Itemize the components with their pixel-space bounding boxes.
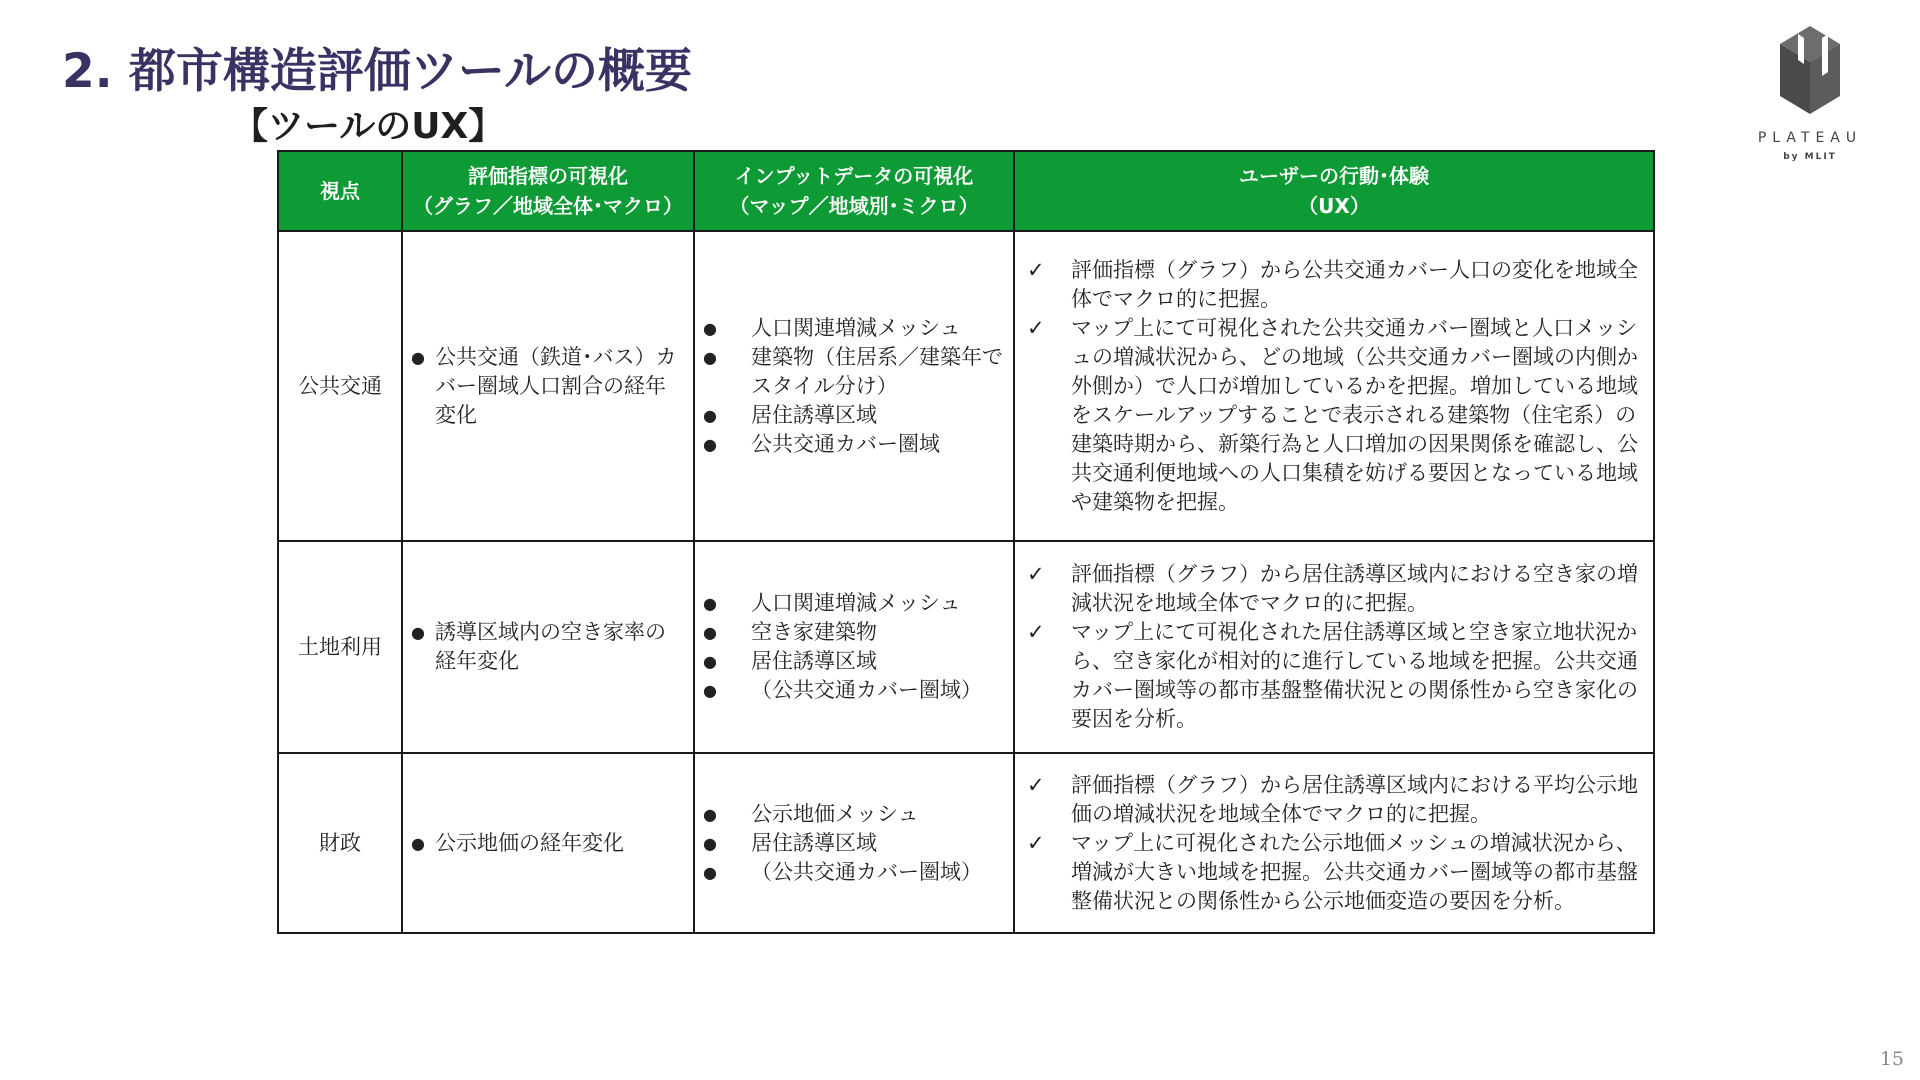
bullet-icon: ●	[703, 405, 717, 425]
ux-item	[1023, 560, 1645, 618]
plateau-logo	[1740, 14, 1880, 174]
ux-item-text: マップ上に可視化された公示地価メッシュの増減状況から、増減が大きい地域を把握。公共交通カバー圏域等の都市基盤整備状況との関係性から公示地価変造の要因を分析。	[1071, 830, 1638, 913]
header-input-label: インプットデータの可視化	[734, 164, 974, 188]
viewpoint-cell	[278, 231, 402, 541]
bullet-icon: ●	[703, 804, 717, 824]
indicator-item-text: 公共交通（鉄道･バス）カバー圏域人口割合の経年変化	[435, 344, 677, 427]
bullet-icon: ●	[703, 862, 717, 882]
check-icon: ✓	[1027, 620, 1045, 644]
page-number: 15	[1879, 1048, 1904, 1070]
viewpoint-cell	[278, 753, 402, 933]
input-item	[703, 314, 1005, 343]
input-item-text: 居住誘導区域	[751, 649, 877, 673]
table-row	[278, 541, 1654, 753]
check-icon: ✓	[1027, 562, 1045, 586]
ux-table	[277, 150, 1655, 934]
indicator-item	[411, 829, 685, 858]
input-item	[703, 676, 1005, 705]
bullet-icon: ●	[411, 347, 425, 367]
input-item	[703, 618, 1005, 647]
header-input-sublabel: （マップ／地域別･ミクロ）	[729, 194, 979, 218]
input-item	[703, 858, 1005, 887]
input-item	[703, 647, 1005, 676]
viewpoint-label: 財政	[319, 830, 361, 855]
viewpoint-cell	[278, 541, 402, 753]
bullet-icon: ●	[703, 347, 717, 367]
bullet-icon: ●	[703, 623, 717, 642]
bullet-icon: ●	[703, 434, 717, 454]
header-indicator-sublabel: （グラフ／地域全体･マクロ）	[413, 194, 683, 218]
bullet-icon: ●	[703, 318, 717, 338]
table-header-row	[278, 151, 1654, 231]
input-item-text: （公共交通カバー圏域）	[751, 859, 982, 884]
header-ux-sublabel: （UX）	[1298, 194, 1370, 218]
input-item-text: 公共交通カバー圏域	[751, 431, 940, 456]
ux-item-text: 評価指標（グラフ）から居住誘導区域内における空き家の増減状況を地域全体でマクロ的に把握。	[1071, 562, 1638, 615]
input-item	[703, 430, 1005, 459]
bullet-icon: ●	[411, 623, 425, 642]
indicator-item-text: 公示地価の経年変化	[435, 830, 624, 855]
logo-wordmark: PLATEAU	[1757, 130, 1863, 146]
ux-cell	[1014, 541, 1654, 753]
bullet-icon: ●	[703, 833, 717, 853]
input-item	[703, 829, 1005, 858]
ux-cell	[1014, 231, 1654, 541]
input-item-text: （公共交通カバー圏域）	[751, 678, 982, 702]
viewpoint-label: 土地利用	[298, 634, 382, 659]
indicator-cell	[402, 541, 694, 753]
input-cell	[694, 541, 1014, 753]
ux-item-text: 評価指標（グラフ）から公共交通カバー人口の変化を地域全体でマクロ的に把握。	[1071, 257, 1638, 311]
bullet-icon: ●	[411, 833, 425, 853]
ux-item-text: マップ上にて可視化された居住誘導区域と空き家立地状況から、空き家化が相対的に進行している地域を把握。公共交通カバー圏域等の都市基盤整備状況との関係性から空き家化の要因を分析。	[1071, 620, 1638, 731]
input-cell	[694, 753, 1014, 933]
input-item-text: 人口関連増減メッシュ	[751, 315, 961, 340]
ux-cell	[1014, 753, 1654, 933]
header-ux	[1014, 151, 1654, 231]
input-item-text: 公示地価メッシュ	[751, 801, 919, 826]
ux-item-text: マップ上にて可視化された公共交通カバー圏域と人口メッシュの増減状況から、どの地域（公共交通カバー圏域の内側か外側か）で人口が増加しているかを把握。増加している地域をスケールアップすることで表示される建築物（住宅系）の建築時期から、新築行為と人口増加の因果関係を確認し、公共交通利便地域への人口集積を妨げる要因となっている地域や建築物を把握。	[1071, 315, 1638, 514]
check-icon: ✓	[1027, 257, 1045, 282]
page-title: 2. 都市構造評価ツールの概要	[62, 44, 692, 99]
header-viewpoint	[278, 151, 402, 231]
table-row	[278, 753, 1654, 933]
plateau-cube-icon	[1770, 14, 1850, 124]
bullet-icon: ●	[703, 652, 717, 671]
indicator-item-text: 誘導区域内の空き家率の経年変化	[435, 620, 666, 673]
header-input	[694, 151, 1014, 231]
check-icon: ✓	[1027, 830, 1045, 855]
indicator-cell	[402, 753, 694, 933]
ux-item	[1023, 771, 1645, 829]
input-item	[703, 343, 1005, 401]
check-icon: ✓	[1027, 315, 1045, 340]
input-item	[703, 800, 1005, 829]
ux-item	[1023, 829, 1645, 916]
table-row	[278, 231, 1654, 541]
section-subtitle: 【ツールのUX】	[232, 106, 505, 147]
ux-item	[1023, 618, 1645, 734]
bullet-icon: ●	[703, 681, 717, 700]
input-item	[703, 589, 1005, 618]
viewpoint-label: 公共交通	[298, 373, 382, 398]
ux-item	[1023, 314, 1645, 517]
indicator-item	[411, 618, 685, 676]
input-item-text: 居住誘導区域	[751, 830, 877, 855]
header-indicator	[402, 151, 694, 231]
input-item-text: 居住誘導区域	[751, 402, 877, 427]
header-ux-label: ユーザーの行動･体験	[1239, 164, 1429, 188]
bullet-icon: ●	[703, 594, 717, 613]
ux-item	[1023, 256, 1645, 314]
check-icon: ✓	[1027, 772, 1045, 797]
indicator-cell	[402, 231, 694, 541]
header-viewpoint-label: 視点	[320, 179, 360, 203]
logo-byline: by MLIT	[1783, 152, 1837, 162]
ux-item-text: 評価指標（グラフ）から居住誘導区域内における平均公示地価の増減状況を地域全体でマクロ的に把握。	[1071, 772, 1638, 826]
indicator-item	[411, 343, 685, 430]
input-item-text: 建築物（住居系／建築年でスタイル分け）	[751, 344, 1003, 398]
header-indicator-label: 評価指標の可視化	[468, 164, 628, 188]
input-cell	[694, 231, 1014, 541]
input-item-text: 空き家建築物	[751, 620, 877, 644]
input-item-text: 人口関連増減メッシュ	[751, 591, 961, 615]
input-item	[703, 401, 1005, 430]
